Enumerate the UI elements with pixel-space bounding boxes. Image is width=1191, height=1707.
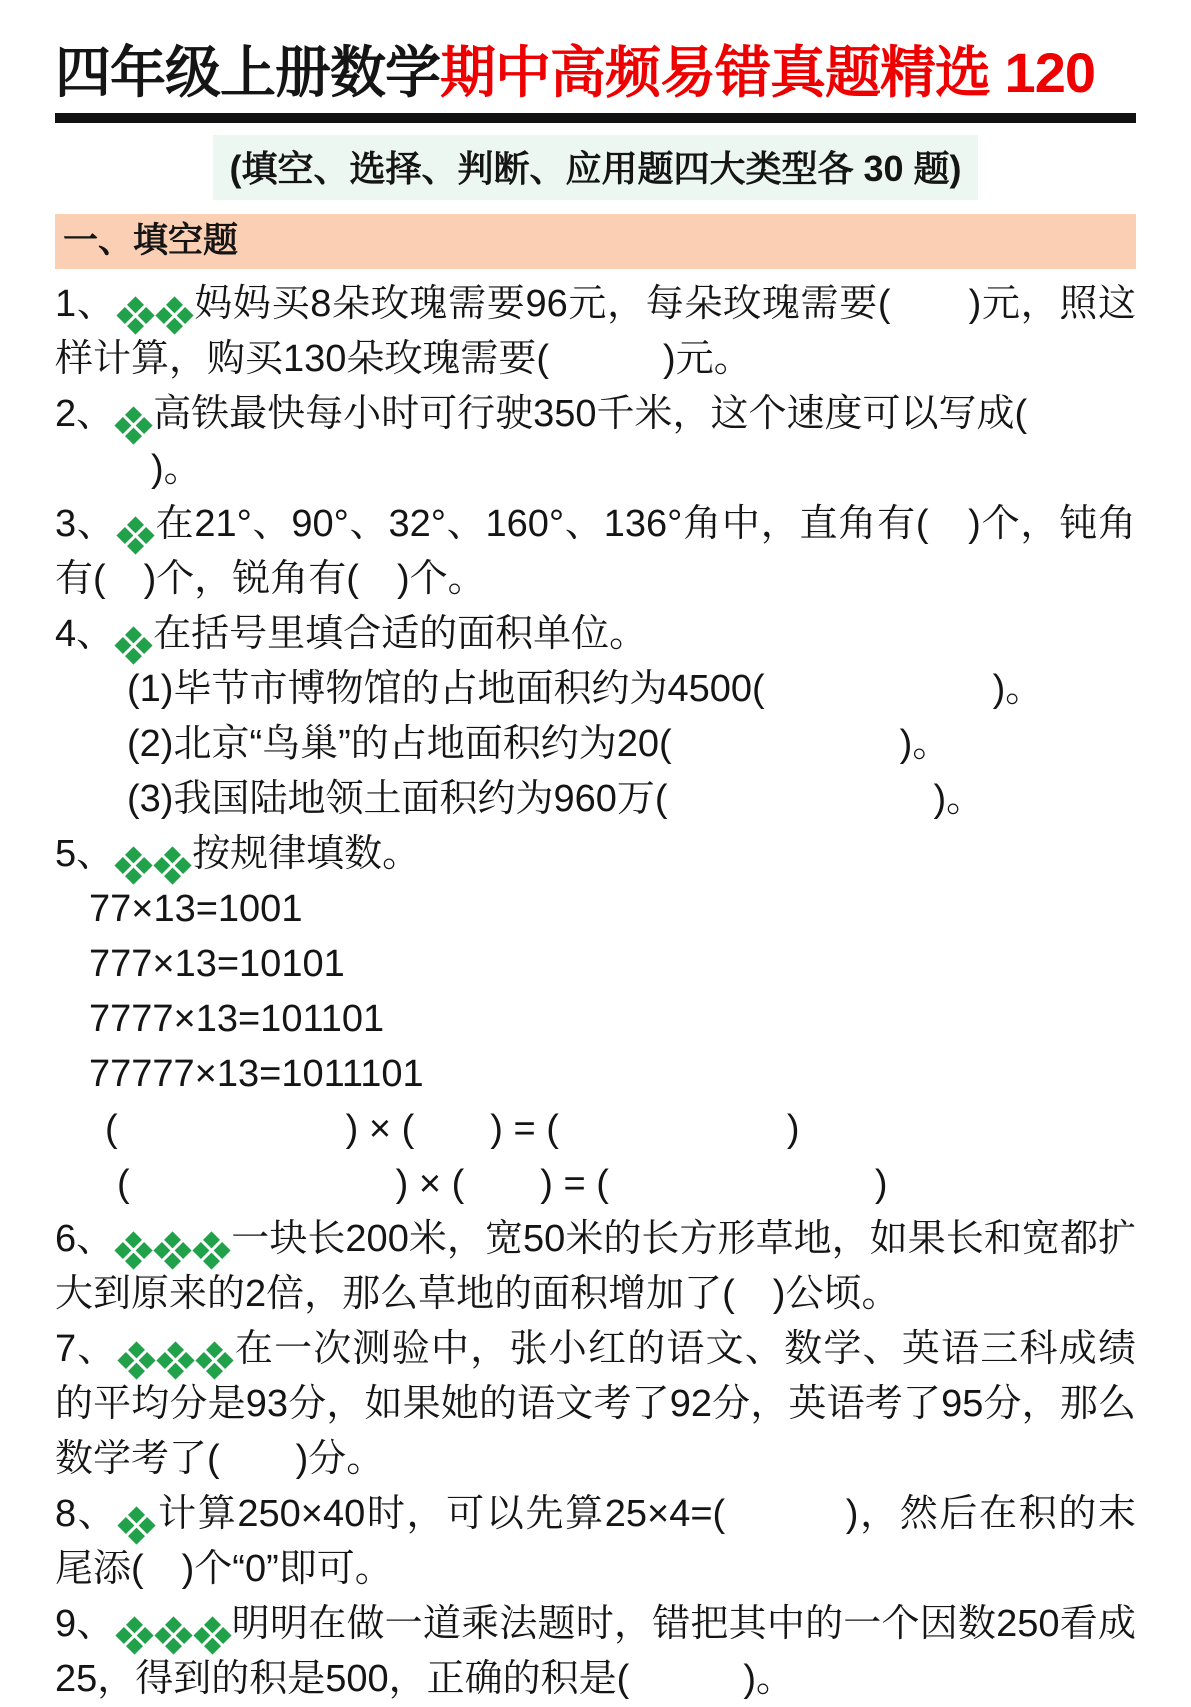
question-text: 妈妈买8朵玫瑰需要96元，每朵玫瑰需要( )元，照这样计算，购买130朵玫瑰需要( )元。 [55, 283, 1137, 380]
question [55, 1487, 1136, 1597]
difficulty-icons [116, 283, 194, 325]
diamond-icon [156, 1341, 194, 1379]
question-text: 按规律填数。 [192, 833, 421, 875]
question-number: 1、 [55, 283, 116, 325]
question-number: 9、 [55, 1603, 115, 1645]
question [55, 607, 1136, 662]
question-number: 6、 [55, 1218, 115, 1260]
question [55, 1322, 1136, 1487]
question-subline: 7777×13=101101 [89, 998, 385, 1040]
diamond-icon [193, 1616, 231, 1654]
difficulty-icons [114, 1218, 231, 1260]
diamond-icon [116, 296, 154, 334]
question-subline: 77777×13=1011101 [89, 1053, 424, 1095]
question [55, 1597, 1136, 1707]
page-title [55, 40, 1136, 106]
question-subline: ( ) × ( ) = ( ) [117, 1163, 888, 1205]
difficulty-icons [115, 1603, 232, 1645]
diamond-icon [116, 516, 154, 554]
question-number: 7、 [55, 1328, 117, 1370]
question [55, 1212, 1136, 1322]
diamond-icon [115, 626, 153, 664]
question-text: 计算250×40时，可以先算25×4=( )，然后在积的末尾添( )个“0”即可。 [55, 1493, 1136, 1590]
difficulty-icons [116, 503, 155, 545]
question [55, 827, 1136, 882]
difficulty-icons [114, 613, 153, 655]
diamond-icon [193, 1231, 231, 1269]
question-subline: (2)北京“鸟巢”的占地面积约为20( )。 [127, 723, 951, 765]
question-number: 2、 [55, 393, 115, 435]
question [55, 387, 1136, 442]
diamond-icon [117, 1341, 155, 1379]
diamond-icon [115, 1231, 153, 1269]
diamond-icon [115, 1616, 153, 1654]
question-subline: )。 [113, 448, 202, 490]
question-text: 一块长200米，宽50米的长方形草地，如果长和宽都扩大到原来的2倍，那么草地的面积增加了( )公顷。 [55, 1218, 1136, 1315]
question-text: 明明在做一道乘法题时，错把其中的一个因数250看成25，得到的积是500，正确的积是( )。 [55, 1603, 1136, 1700]
title-prefix: 四年级上册数学 [55, 41, 440, 104]
difficulty-icons [117, 1328, 234, 1370]
diamond-icon [154, 1616, 192, 1654]
diamond-icon [154, 1231, 192, 1269]
question-subline: 777×13=10101 [89, 943, 345, 985]
section-header-label: 一、填空题 [63, 221, 239, 260]
question-subline: 77×13=1001 [89, 888, 303, 930]
diamond-icon [195, 1341, 233, 1379]
question-subline: ( ) × ( ) = ( ) [105, 1108, 800, 1150]
section-header [55, 214, 1136, 269]
title-double-underline [55, 113, 1136, 123]
diamond-icon [115, 846, 153, 884]
question-subline: (1)毕节市博物馆的占地面积约为4500( )。 [127, 668, 1044, 710]
question-number: 5、 [55, 833, 115, 875]
subtitle-row [55, 135, 1136, 200]
question-number: 8、 [55, 1493, 118, 1535]
question-text: 在一次测验中，张小红的语文、数学、英语三科成绩的平均分是93分，如果她的语文考了92分，英语考了95分，那么数学考了( )分。 [55, 1328, 1136, 1480]
question-list [55, 277, 1136, 1707]
question-text: 高铁最快每小时可行驶350千米，这个速度可以写成( [153, 393, 1028, 435]
question-subline: (3)我国陆地领土面积约为960万( )。 [127, 778, 985, 820]
question-text: 在21°、90°、32°、160°、136°角中，直角有( )个，钝角有( )个，锐角有( )个。 [55, 503, 1136, 600]
question-text: 在括号里填合适的面积单位。 [153, 613, 648, 655]
diamond-icon [115, 406, 153, 444]
diamond-icon [154, 846, 192, 884]
difficulty-icons [114, 833, 192, 875]
question-number: 4、 [55, 613, 115, 655]
subtitle: (填空、选择、判断、应用题四大类型各 30 题) [213, 135, 977, 200]
difficulty-icons [117, 1493, 156, 1535]
question [55, 497, 1136, 607]
question [55, 277, 1136, 387]
title-highlight: 期中高频易错真题精选 120 [440, 41, 1095, 104]
diamond-icon [118, 1506, 156, 1544]
question-number: 3、 [55, 503, 116, 545]
difficulty-icons [114, 393, 153, 435]
diamond-icon [155, 296, 193, 334]
